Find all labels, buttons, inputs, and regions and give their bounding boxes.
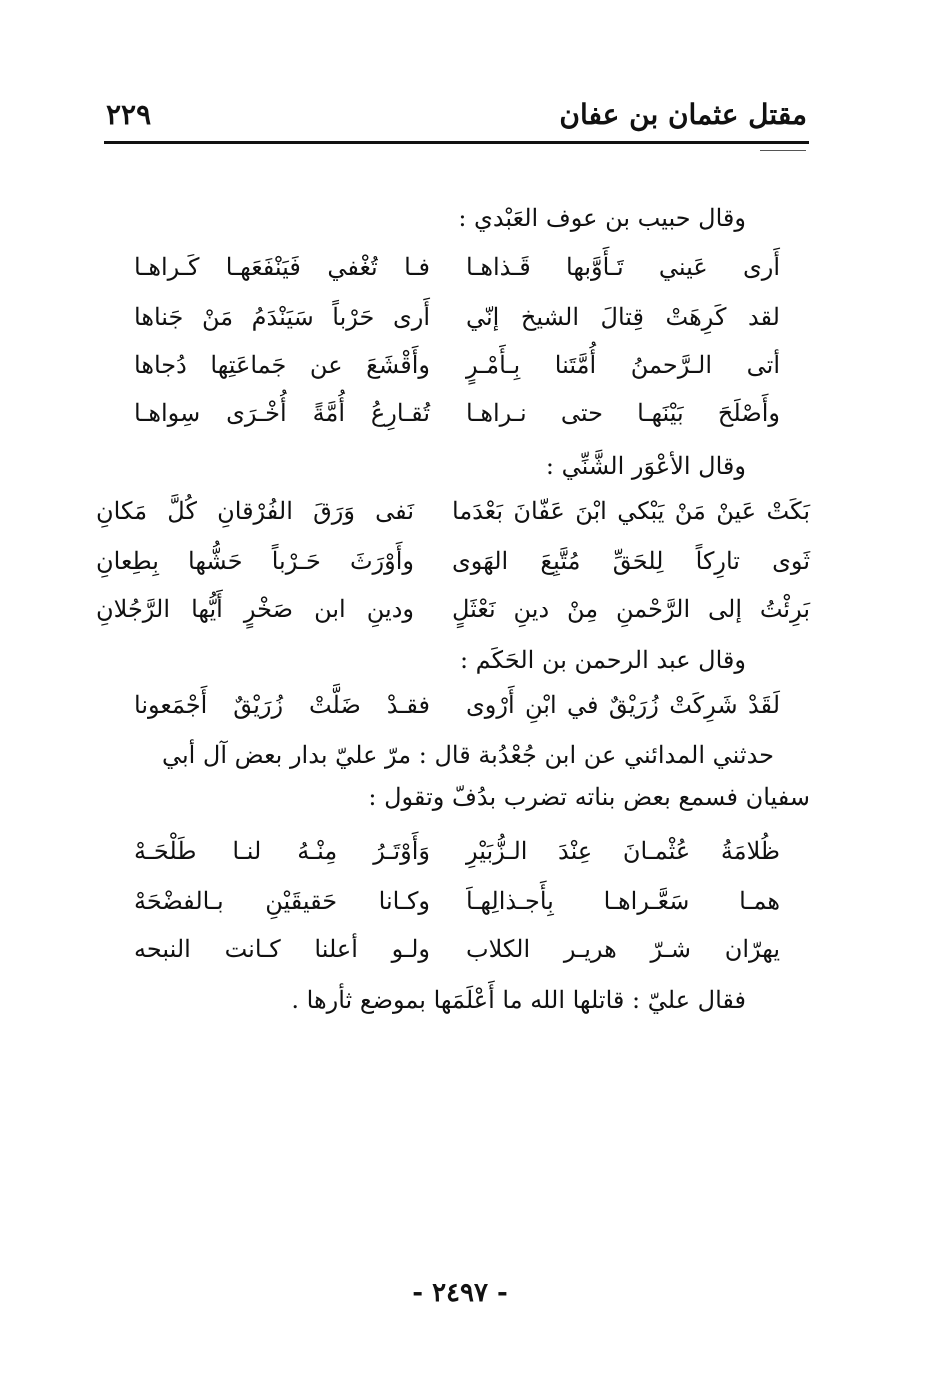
verse-second-hemistich: فقـدْ ضَلَّتْ زُرَيْقٌ أَجْمَعونا — [134, 691, 430, 719]
attribution-awar: وقال الأعْوَر الشَّنِّي : — [545, 452, 746, 480]
verse-first-hemistich: لقد كَرِهَتْ قِتالَ الشيخ إنّي — [466, 303, 780, 331]
chapter-page-number: ٢٢٩ — [106, 98, 152, 131]
attribution-abd-al-rahman: وقال عبد الرحمن بن الحَكَم : — [459, 646, 746, 674]
attribution-habib: وقال حبيب بن عوف العَبْدي : — [458, 204, 746, 232]
verse-line — [134, 344, 780, 386]
narration-paragraph: حدثني المدائني عن ابن جُعْدُبة قال : مرّ عليّ بدار بعض آل أبي سفيان فسمع بعض بناته تضرب بدُفّ وتقول : — [161, 741, 810, 811]
closing-statement: فقال عليّ : قاتلها الله ما أَعْلَمَها بموضع ثأرها . — [291, 986, 746, 1014]
verse-first-hemistich: بَكَتْ عَينْ مَنْ يَبْكي ابْنَ عَفّانَ بَعْدَما — [452, 497, 810, 525]
footer-page-number: - ٢٤٩٧ - — [412, 1278, 508, 1308]
verse-second-hemistich: وأَوْرَثَ حَـرْباً حَشُّها بِطِعانِ — [96, 547, 414, 575]
header-rule — [104, 141, 809, 144]
verse-first-hemistich: لَقَدْ شَرِكَتْ زُرَيْقٌ في ابْنِ أَرْوى — [466, 691, 780, 719]
header-rule-tick — [760, 150, 806, 151]
verse-first-hemistich: بَرِئْتُ إلى الرَّحْمنِ مِنْ دينِ نَعْثَلٍ — [452, 595, 810, 623]
verse-second-hemistich: فـا تُغْفي فَيَنْفَعَهـا كَـراهـا — [134, 253, 430, 281]
verse-line — [134, 392, 780, 434]
verse-line — [96, 490, 810, 532]
verse-line — [134, 296, 780, 338]
verse-second-hemistich: وكـانا حَقيقَيْنِ بـالفضْحَهْ — [134, 887, 430, 915]
verse-first-hemistich: همـا سَعَّـراهـا بِأَجـذالِهـاَ — [466, 887, 780, 915]
verse-first-hemistich: يهرّان شـرّ هريـر الكلاب — [466, 935, 780, 963]
verse-second-hemistich: وأَقْشَعَ عن جَماعَتِها دُجاها — [134, 351, 430, 379]
chapter-title: مقتل عثمان بن عفان — [559, 98, 807, 131]
verse-second-hemistich: ودينِ ابن صَخْرٍ أَيُّها الرَّجُلانِ — [96, 595, 414, 623]
verse-second-hemistich: وَأَوْتَـرُ مِنْـهُ لنـا طَلْحَـهْ — [134, 837, 430, 865]
verse-line — [134, 928, 780, 970]
verse-line — [134, 246, 780, 288]
verse-first-hemistich: ثَوى تارِكاً لِلحَقِّ مُتَّبِعَ الهَوى — [452, 547, 810, 575]
verse-first-hemistich: أتى الـرَّحمنُ أُمَّتَنا بِـأَمْـرٍ — [466, 351, 780, 379]
verse-line — [96, 588, 810, 630]
verse-first-hemistich: ظُلامَةُ عُثْمـانَ عِنْدَ الـزُّبَيْرِ — [466, 837, 780, 865]
verse-first-hemistich: وأَصْلَحَ بَيْنَهـا حتى نـراهـا — [466, 399, 780, 427]
verse-second-hemistich: ولـو أعلنا كـانت النبحه — [134, 935, 430, 963]
verse-line — [134, 830, 780, 872]
verse-second-hemistich: تُقـارِعُ أُمَّةً أُخْـرَى سِواهـا — [134, 399, 430, 427]
verse-second-hemistich: أَرى حَرْباً سَيَنْدَمُ مَنْ جَناها — [134, 303, 430, 331]
running-header — [104, 92, 809, 144]
verse-line — [134, 880, 780, 922]
verse-first-hemistich: أَرى عَيني تَـأَوَّبها قَـذاهـا — [466, 253, 780, 281]
verse-line — [96, 540, 810, 582]
verse-line — [134, 684, 780, 726]
verse-second-hemistich: نَفى وَرَقَ الفُرْقانِ كُلَّ مَكانِ — [96, 497, 414, 525]
